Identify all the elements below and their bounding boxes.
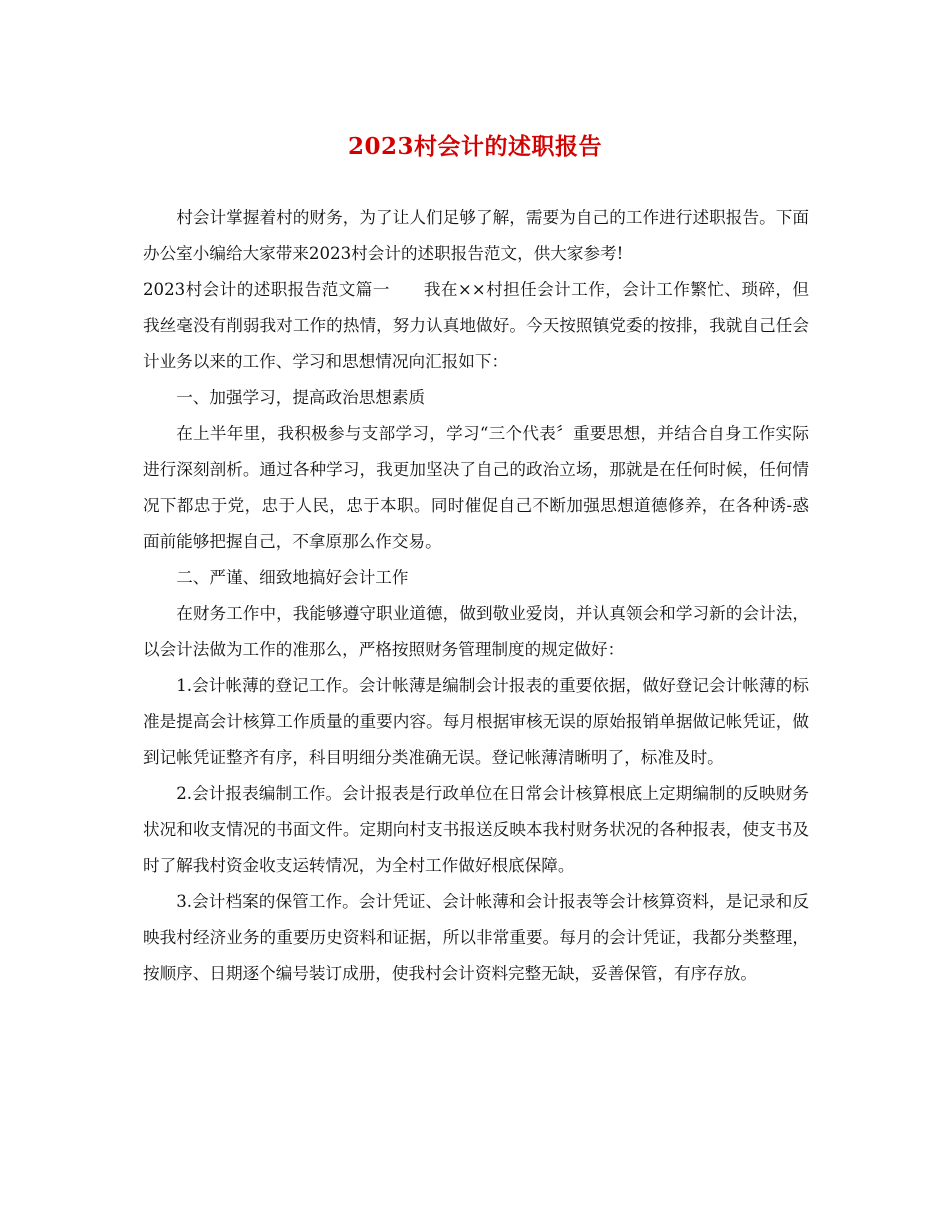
paragraph-opening: 2023村会计的述职报告范文篇一 我在××村担任会计工作，会计工作繁忙、琐碎，但我丝毫没有削弱我对工作的热情，努力认真地做好。今天按照镇党委的按排，我就自己任会计业务以来的工作、学习和思想情况向汇报如下： xyxy=(143,280,809,371)
paragraph-item-1: 1.会计帐薄的登记工作。会计帐薄是编制会计报表的重要依据，做好登记会计帐薄的标准是提高会计核算工作质量的重要内容。每月根据审核无误的原始报销单据做记帐凭证，做到记帐凭证整齐有序，科目明细分类准确无误。登记帐薄清晰明了，标准及时。 xyxy=(143,676,809,767)
document-body xyxy=(143,200,809,992)
paragraph-item-3: 3.会计档案的保管工作。会计凭证、会计帐薄和会计报表等会计核算资料，是记录和反映我村经济业务的重要历史资料和证据，所以非常重要。每月的会计凭证，我都分类整理，按顺序、日期逐个编号装订成册，使我村会计资料完整无缺，妥善保管，有序存放。 xyxy=(143,892,809,983)
paragraph-item-2: 2.会计报表编制工作。会计报表是行政单位在日常会计核算根底上定期编制的反映财务状况和收支情况的书面文件。定期向村支书报送反映本我村财务状况的各种报表，使支书及时了解我村资金收支运转情况，为全村工作做好根底保障。 xyxy=(143,784,809,875)
document-title: 2023村会计的述职报告 xyxy=(347,133,602,160)
section-heading-1: 一、加强学习，提高政治思想素质 xyxy=(176,388,426,407)
paragraph-intro: 村会计掌握着村的财务，为了让人们足够了解，需要为自己的工作进行述职报告。下面办公室小编给大家带来2023村会计的述职报告范文，供大家参考! xyxy=(143,208,809,263)
paragraph-section-1: 在上半年里，我积极参与支部学习，学习“三个代表〞重要思想，并结合自身工作实际进行深刻剖析。通过各种学习，我更加坚决了自己的政治立场，那就是在任何时候，任何情况下都忠于党，忠于人民，忠于本职。同时催促自己不断加强思想道德修养，在各种诱-惑面前能够把握自己，不拿原那么作交易。 xyxy=(143,424,809,551)
section-heading-2: 二、严谨、细致地搞好会计工作 xyxy=(176,568,409,587)
paragraph-section-2: 在财务工作中，我能够遵守职业道德，做到敬业爱岗，并认真领会和学习新的会计法，以会计法做为工作的准那么，严格按照财务管理制度的规定做好： xyxy=(143,604,809,659)
